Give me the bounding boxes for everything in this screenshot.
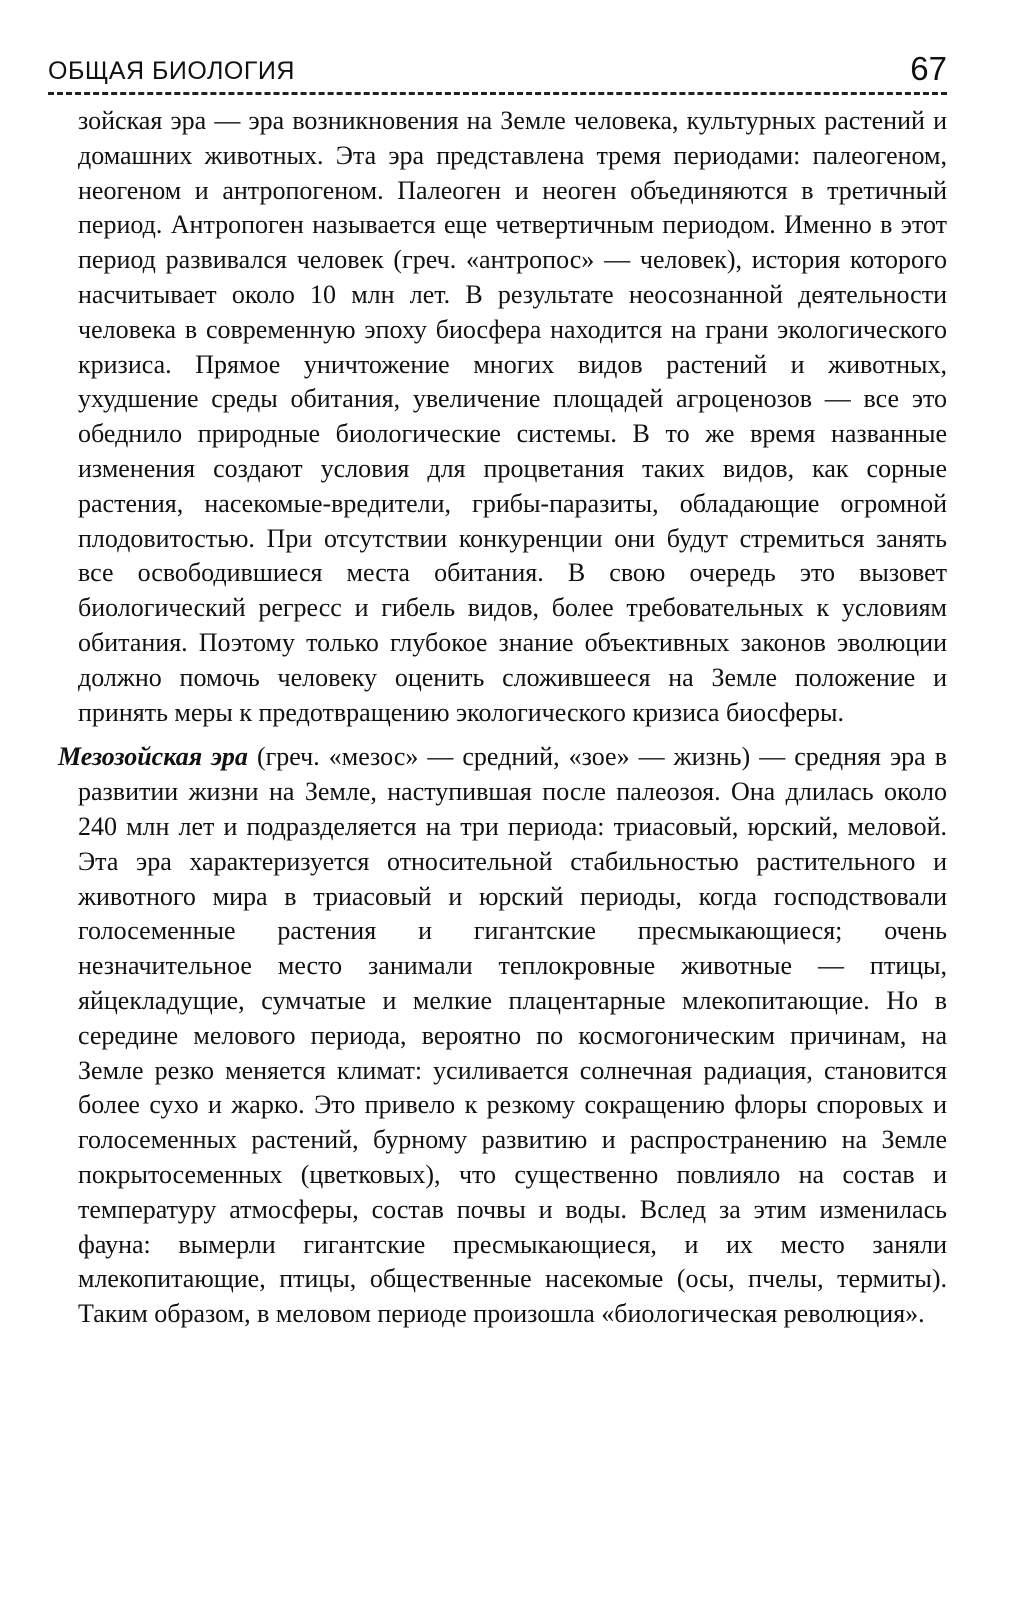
running-title: ОБЩАЯ БИОЛОГИЯ — [48, 57, 295, 85]
entry-term: Мезозойская эра — [58, 742, 248, 772]
paragraph-text: зойская эра — эра возникновения на Земле человека, культурных растений и домашних животных. Эта эра представлена тремя периодами: палеогеном, неогеном и антропогеном. Палеоген и неоген объединяются в третичный период. Антропоген называется еще четвертичным периодом. Именно в этот период развивался человек (греч. «антропос» — человек), история которого насчитывает около 10 млн лет. В результате неосознанной деятельности человека в современную эпоху биосфера находится на грани экологического кризиса. Прямое уничтожение многих видов растений и животных, ухудшение среды обитания, увеличение площадей агроценозов — все это обеднило природные биологические системы. В то же время названные изменения создают условия для процветания таких видов, как сорные растения, насекомые-вредители, грибы-паразиты, обладающие огромной плодовитостью. При отсутствии конкуренции они будут стремиться занять все освободившиеся места обитания. В свою очередь это вызовет биологический регресс и гибель видов, более требовательных к условиям обитания. Поэтому только глубокое знание объективных законов эволюции должно помочь человеку оценить сложившееся на Земле положение и принять меры к предотвращению экологического кризиса биосферы. — [78, 106, 947, 727]
paragraph-mesozoic-era — [58, 740, 947, 1332]
page-body — [58, 104, 947, 1332]
paragraph-text: (греч. «мезос» — средний, «зое» — жизнь) — средняя эра в развитии жизни на Земле, наступившая после палеозоя. Она длилась около 240 млн лет и подразделяется на три периода: триасовый, юрский, меловой. Эта эра характеризуется относительной стабильностью растительного и животного мира в триасовый и юрский периоды, когда господствовали голосеменные растения и гигантские пресмыкающиеся; очень незначительное место занимали теплокровные животные — птицы, яйцекладущие, сумчатые и мелкие плацентарные млекопитающие. Но в середине мелового периода, вероятно по космогоническим причинам, на Земле резко меняется климат: усиливается солнечная радиация, становится более сухо и жарко. Это привело к резкому сокращению флоры споровых и голосеменных растений, бурному развитию и распространению на Земле покрытосеменных (цветковых), что существенно повлияло на состав и температуру атмосферы, состав почвы и воды. Вслед за этим изменилась фауна: вымерли гигантские пресмыкающиеся, и их место заняли млекопитающие, птицы, общественные насекомые (осы, пчелы, термиты). Таким образом, в меловом периоде произошла «биологическая революция». — [78, 742, 947, 1329]
running-header — [48, 40, 947, 95]
paragraph-cenozoic-continued — [58, 104, 947, 730]
page-number: 67 — [910, 50, 947, 87]
